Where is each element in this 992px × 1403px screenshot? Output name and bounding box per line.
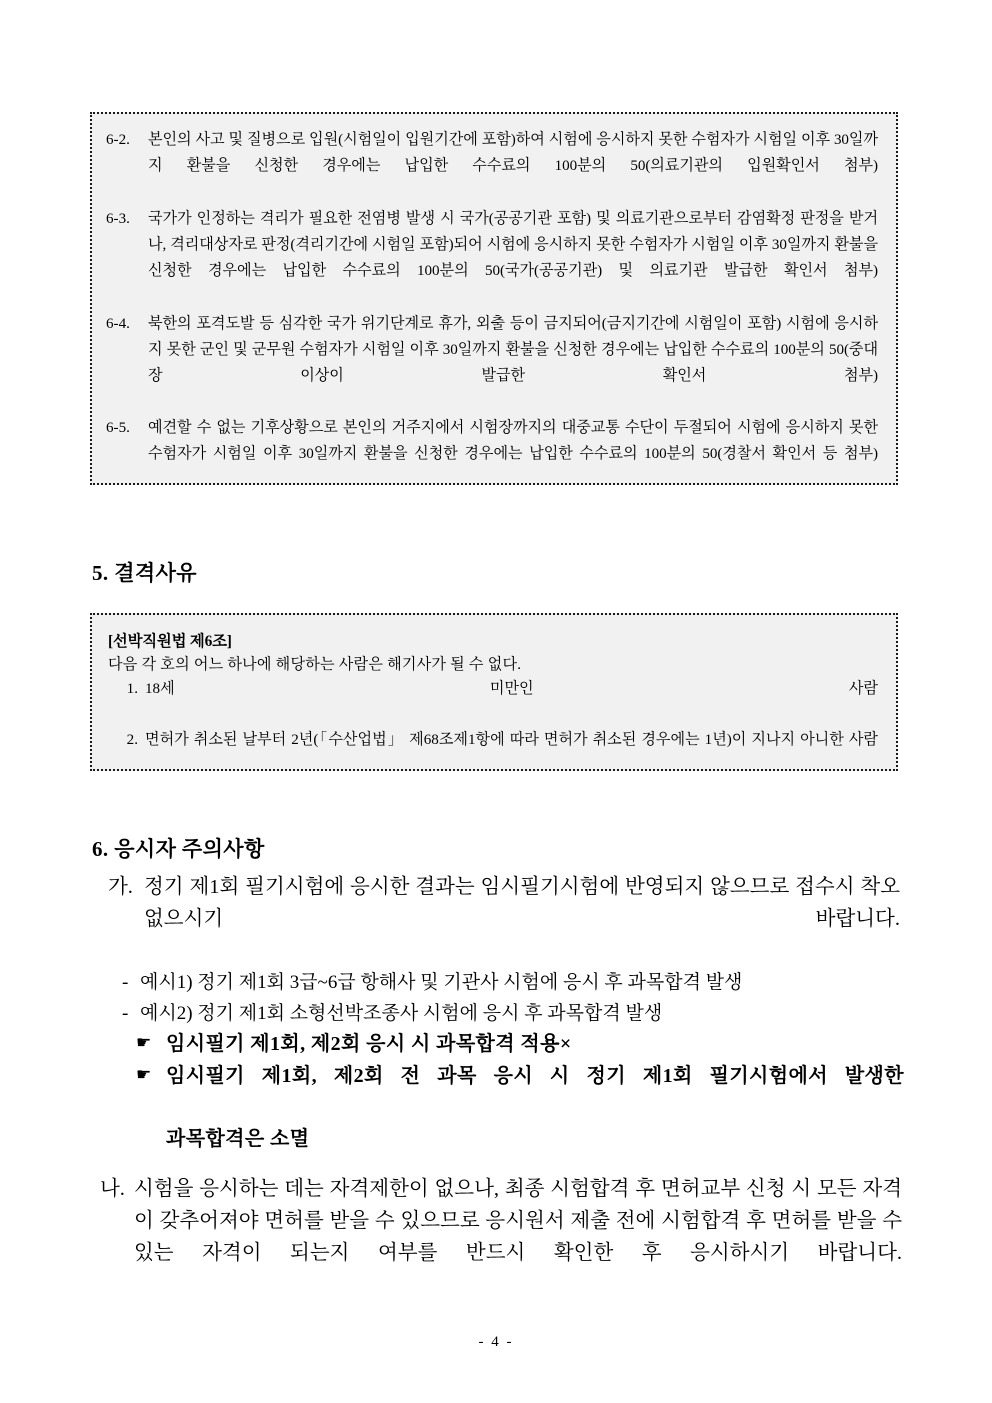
notice-item-ga <box>92 872 904 968</box>
refund-item-number: 6-5. <box>106 420 130 437</box>
refund-item <box>106 312 878 416</box>
emphasis-note-text: 임시필기 제1회, 제2회 응시 시 과목합격 적용× <box>166 1033 572 1056</box>
section-6-body <box>92 872 904 1302</box>
refund-item-text: 예견할 수 없는 기후상황으로 본인의 거주지에서 시험장까지의 대중교통 수단이 두절되어 시험에 응시하지 못한 수험자가 시험일 이후 30일까지 환불을 신청한 경우에는 납입한 수수료의 100분의 50(경찰서 확인서 등 첨부) <box>148 420 878 463</box>
notice-item-na <box>92 1174 904 1302</box>
page-number: - 4 - <box>478 1334 514 1350</box>
pointing-hand-icon: ☛ <box>136 1033 152 1053</box>
law-item <box>108 728 878 779</box>
emphasis-note <box>92 1061 904 1156</box>
refund-item <box>106 416 878 494</box>
example-item <box>92 999 904 1030</box>
emphasis-note-line-2: 과목합격은 소멸 <box>166 1128 310 1151</box>
law-item-text: 면허가 취소된 날부터 2년(「수산업법」 제68조제1항에 따라 면허가 취소된 경우에는 1년)이 지나지 아니한 사람 <box>145 732 878 749</box>
example-dash: - <box>122 971 129 993</box>
section-5-heading: 5. 결격사유 <box>92 561 197 585</box>
notice-item-ga-label: 가. <box>108 876 133 898</box>
refund-item-text: 본인의 사고 및 질병으로 입원(시험일이 입원기간에 포함)하여 시험에 응시하지 못한 수험자가 시험일 이후 30일까지 환불을 신청한 경우에는 납입한 수수료의 100분의 50(의료기관의 입원확인서 첨부) <box>148 132 878 174</box>
law-item-text: 18세 미만인 사람 <box>145 681 878 698</box>
example-item <box>92 968 904 999</box>
section-6-heading: 6. 응시자 주의사항 <box>92 837 265 861</box>
law-item-number: 1. <box>126 681 138 698</box>
refund-item-number: 6-4. <box>106 315 130 332</box>
emphasis-note <box>92 1029 904 1061</box>
law-reference-box <box>90 613 898 771</box>
refund-item-number: 6-2. <box>106 132 130 148</box>
notice-item-ga-text: 정기 제1회 필기시험에 응시한 결과는 임시필기시험에 반영되지 않으므로 접수시 착오 없으시기 바랍니다. <box>144 876 900 930</box>
example-dash: - <box>122 1002 129 1024</box>
notice-item-na-text: 시험을 응시하는 데는 자격제한이 없으나, 최종 시험합격 후 면허교부 신청 시 모든 자격이 갖추어져야 면허를 받을 수 있으므로 응시원서 제출 전에 시험합격 후 면허를 받을 수 있는 자격이 되는지 여부를 반드시 확인한 후 응시하시기 바랍니다. <box>134 1177 902 1264</box>
refund-item <box>106 128 878 206</box>
refund-item-number: 6-3. <box>106 210 130 227</box>
refund-conditions-box <box>90 112 898 485</box>
refund-item-text: 국가가 인정하는 격리가 필요한 전염병 발생 시 국가(공공기관 포함) 및 의료기관으로부터 감염확정 판정을 받거나, 격리대상자로 판정(격리기간에 시험일 포함)되어 시험에 응시하지 못한 수험자가 시험일 이후 30일까지 환불을 신청한 경우에는 납입한 수수료의 100분의 50(국가(공공기관) 및 의료기관 발급한 확인서 첨부) <box>148 210 878 279</box>
refund-item <box>106 207 878 311</box>
law-item-number: 2. <box>126 732 138 749</box>
emphasis-note-text <box>166 1061 904 1156</box>
refund-item-text: 북한의 포격도발 등 심각한 국가 위기단계로 휴가, 외출 등이 금지되어(금지기간에 시험일이 포함) 시험에 응시하지 못한 군인 및 군무원 수험자가 시험일 이후 30일까지 환불을 신청한 경우에는 납입한 수수료의 100분의 50(중대장 이상이 발급한 확인서 첨부) <box>148 315 878 384</box>
law-title: [선박직원법 제6조] <box>108 633 232 650</box>
notice-item-na-label: 나. <box>100 1177 125 1200</box>
law-lead-text: 다음 각 호의 어느 하나에 해당하는 사람은 해기사가 될 수 없다. <box>108 657 522 673</box>
example-text: 예시1) 정기 제1회 3급~6급 항해사 및 기관사 시험에 응시 후 과목합격 발생 <box>140 971 743 993</box>
pointing-hand-icon: ☛ <box>136 1065 152 1085</box>
emphasis-note-line-1: 임시필기 제1회, 제2회 전 과목 응시 시 정기 제1회 필기시험에서 발생한 <box>166 1065 904 1088</box>
law-item <box>108 677 878 728</box>
example-text: 예시2) 정기 제1회 소형선박조종사 시험에 응시 후 과목합격 발생 <box>140 1002 663 1024</box>
